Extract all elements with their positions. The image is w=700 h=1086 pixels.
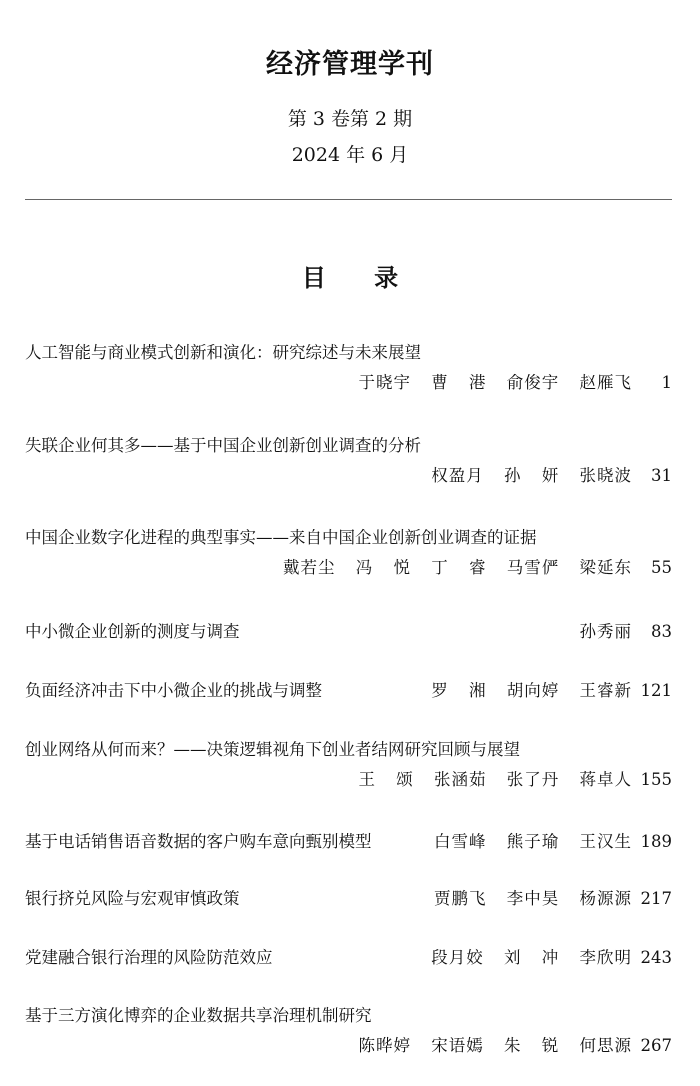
page-number: 243 xyxy=(640,948,672,967)
article-title[interactable]: 创业网络从何而来？——决策逻辑视角下创业者结网研究回顾与展望 xyxy=(25,740,520,759)
article-title[interactable]: 人工智能与商业模式创新和演化：研究综述与未来展望 xyxy=(25,343,421,362)
page-number: 121 xyxy=(640,681,672,700)
article-authors: 白雪峰 熊子瑜 王汉生 xyxy=(434,832,632,851)
page-number: 1 xyxy=(661,373,672,392)
page-number: 55 xyxy=(651,558,672,577)
article-title[interactable]: 银行挤兑风险与宏观审慎政策 xyxy=(25,889,240,908)
article-authors: 贾鹏飞 李中昊 杨源源 xyxy=(434,889,632,908)
page-number: 267 xyxy=(640,1036,672,1055)
article-authors: 权盈月 孙 妍 张晓波 xyxy=(431,466,632,485)
article-authors: 孙秀丽 xyxy=(579,622,632,641)
article-title[interactable]: 基于电话销售语音数据的客户购车意向甄别模型 xyxy=(25,832,372,851)
article-authors: 陈晔婷 宋语嫣 朱 锐 何思源 xyxy=(358,1036,632,1055)
toc-heading: 目 录 xyxy=(301,263,399,292)
article-title[interactable]: 中国企业数字化进程的典型事实——来自中国企业创新创业调查的证据 xyxy=(25,528,537,547)
article-authors: 段月姣 刘 冲 李欣明 xyxy=(431,948,632,967)
journal-title: 经济管理学刊 xyxy=(266,49,434,80)
article-authors: 王 颂 张涵茹 张了丹 蒋卓人 xyxy=(358,770,632,789)
page-number: 83 xyxy=(651,622,672,641)
page-number: 189 xyxy=(640,832,672,851)
article-title[interactable]: 中小微企业创新的测度与调查 xyxy=(25,622,240,641)
article-title[interactable]: 失联企业何其多——基于中国企业创新创业调查的分析 xyxy=(25,436,421,455)
header-divider xyxy=(25,199,672,200)
page-number: 217 xyxy=(640,889,672,908)
article-authors: 戴若尘 冯 悦 丁 睿 马雪俨 梁延东 xyxy=(283,558,632,577)
issue-info: 第 3 卷第 2 期 xyxy=(287,108,413,130)
article-title[interactable]: 基于三方演化博弈的企业数据共享治理机制研究 xyxy=(25,1006,372,1025)
article-authors: 罗 湘 胡向婷 王睿新 xyxy=(431,681,632,700)
article-title[interactable]: 党建融合银行治理的风险防范效应 xyxy=(25,948,273,967)
page-number: 31 xyxy=(651,466,672,485)
issue-date: 2024 年 6 月 xyxy=(291,144,409,166)
article-title[interactable]: 负面经济冲击下中小微企业的挑战与调整 xyxy=(25,681,322,700)
article-authors: 于晓宇 曹 港 俞俊宇 赵雁飞 xyxy=(358,373,632,392)
page-number: 155 xyxy=(640,770,672,789)
